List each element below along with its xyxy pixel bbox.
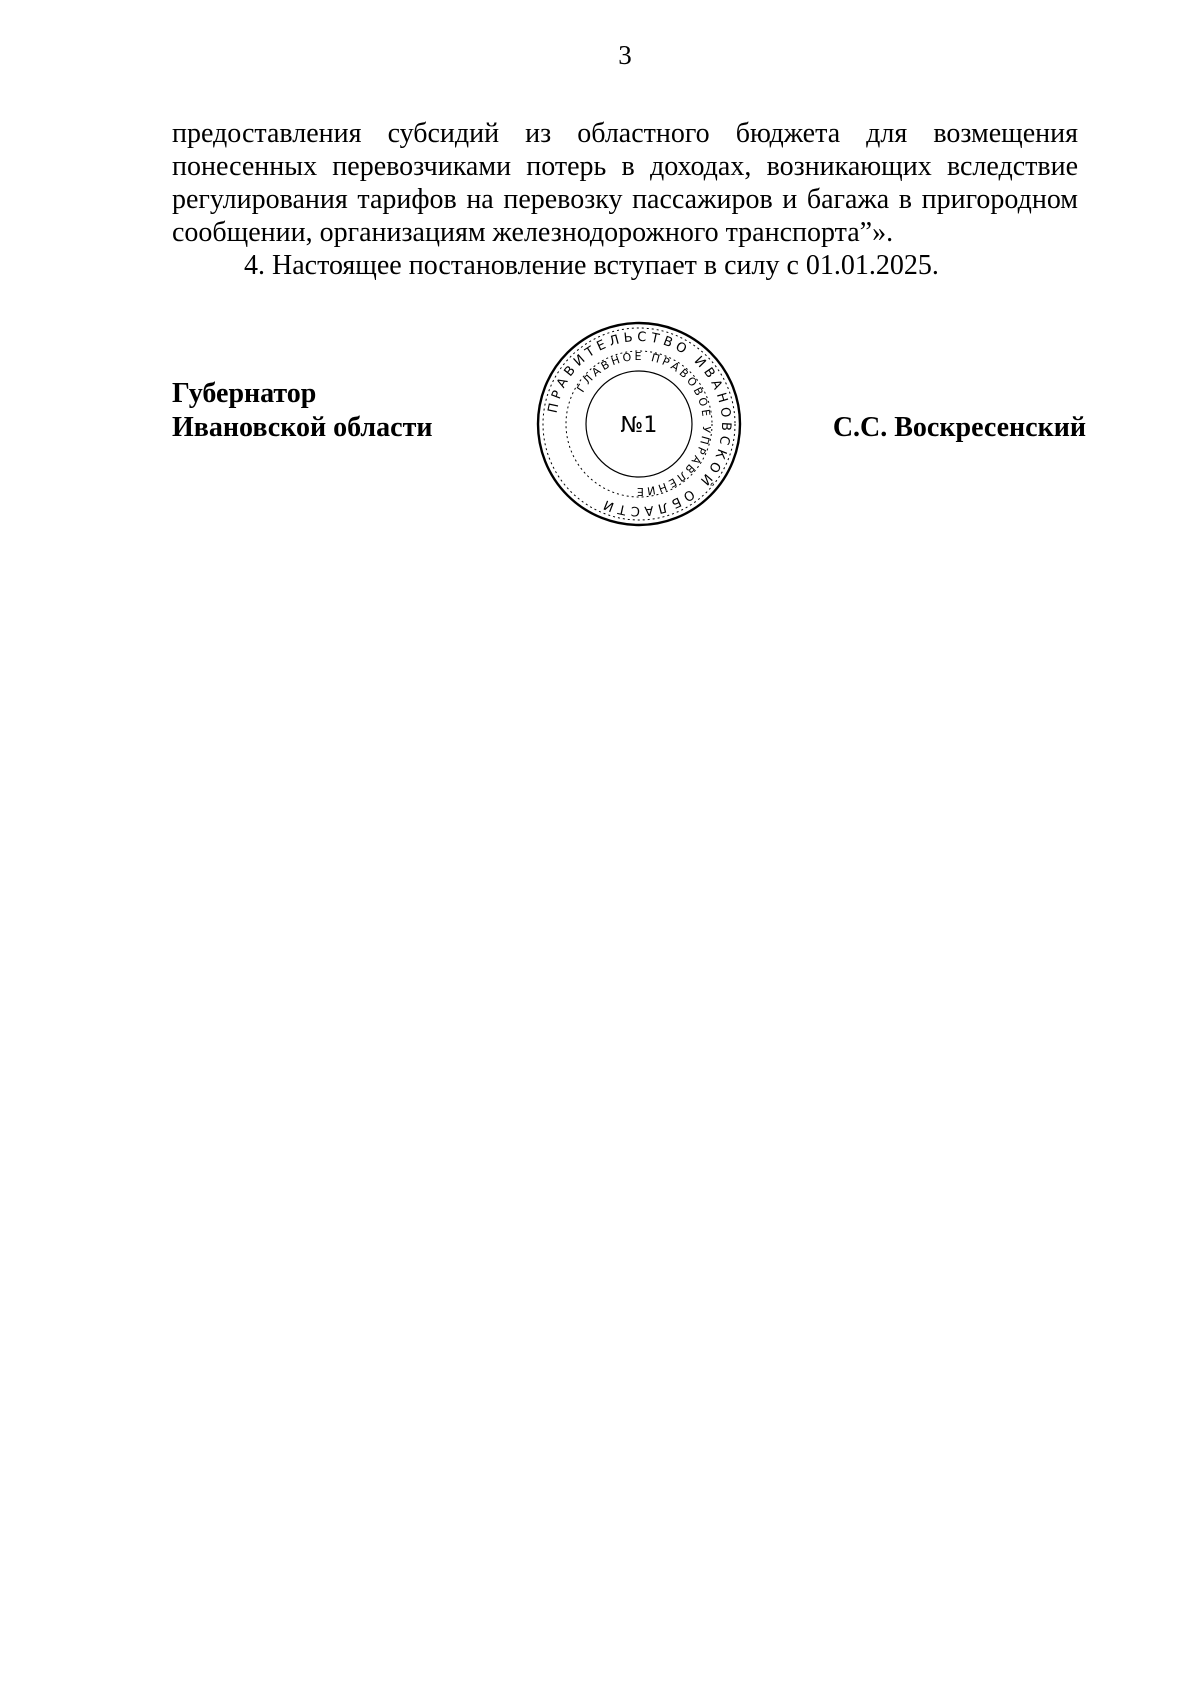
signatory-title: Губернатор <box>172 378 317 409</box>
text-line: понесенных перевозчиками потерь в доходах, возникающих вследствие <box>172 151 1078 182</box>
page-number: 3 <box>618 40 632 70</box>
paragraph-item-4: 4. Настоящее постановление вступает в силу с 01.01.2025. <box>244 250 939 281</box>
stamp-center-text: №1 <box>620 413 658 438</box>
signatory-region: Ивановской области <box>172 412 433 443</box>
stamp-inner-text: ГЛАВНОЕ ПРАВОВОЕ УПРАВЛЕНИЕ <box>574 349 714 499</box>
stamp-outer-text: ПРАВИТЕЛЬСТВО ИВАНОВСКОЙ ОБЛАСТИ <box>545 329 734 519</box>
signatory-name: С.С. Воскресенский <box>832 412 1086 443</box>
text-line: сообщении, организациям железнодорожного транспорта”». <box>172 217 894 248</box>
official-stamp <box>533 318 745 530</box>
document-body <box>172 117 1078 282</box>
text-line: предоставления субсидий из областного бюджета для возмещения <box>172 118 1078 149</box>
text-line: регулирования тарифов на перевозку пассажиров и багажа в пригородном <box>172 184 1078 215</box>
signatory-position <box>172 377 432 445</box>
paragraph-continuation <box>172 117 1078 249</box>
